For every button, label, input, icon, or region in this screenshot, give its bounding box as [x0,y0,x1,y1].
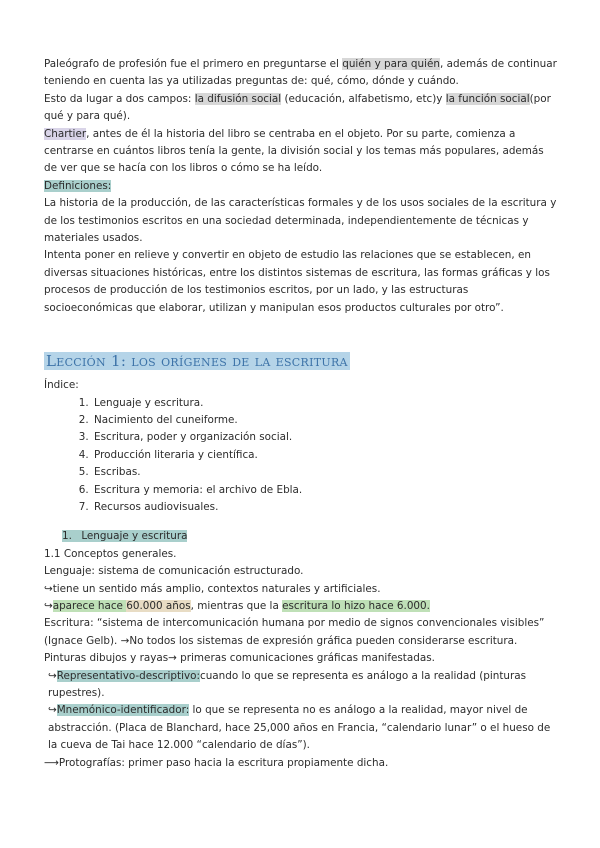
highlight-quien: quién y para quién [342,58,440,70]
index-item: 6. Escritura y memoria: el archivo de Ebla. [92,482,558,499]
index-item: 7. Recursos audiovisuales. [92,499,558,516]
definition-1: La historia de la producción, de las características formales y de los usos sociales de la escritura y de los testimonios escritos en una sociedad determinada, independientemente de técnicas y materiales usados. [44,197,557,245]
intro-paragraph-1: Paleógrafo de profesión fue el primero en preguntarse el quién y para quién, además de continuar teniendo en cuenta las ya utilizadas preguntas de: qué, cómo, dónde y cuándo. [44,58,557,88]
section-line-7: ↪Representativo-descriptivo:cuando lo que se representa es análogo a la realidad (pinturas rupestres). [48,669,527,699]
highlight-chartier: Chartier [44,127,87,140]
highlight-difusion: la difusión social [194,92,282,105]
section-line-4: ↪aparece hace 60.000 años, mientras que la escritura lo hizo hace 6.000. [44,599,430,612]
index-item: 4. Producción literaria y científica. [92,447,558,464]
definition-2: Intenta poner en relieve y convertir en objeto de estudio las relaciones que se establecen, en diversas situaciones históricas, entre los distintos sistemas de escritura, las formas gráficas y los procesos de producción de los testimonios escritos, por un lado, y las estructuras socioeconómicas que elaborar, utilizan y manipulan esos productos culturales por otro”. [44,249,550,314]
section-line-9: ⟶Protografías: primer paso hacia la escritura propiamente dicha. [44,756,389,769]
section-line-1: 1.1 Conceptos generales. [44,547,177,560]
section-heading: 1. Lenguaje y escritura [62,530,188,543]
lesson-title: Lección 1: los orígenes de la escritura [46,352,348,371]
highlight-funcion: la función social [445,92,530,105]
section-line-2: Lenguaje: sistema de comunicación estructurado. [44,565,304,578]
index-item: 5. Escribas. [92,464,558,481]
intro-paragraph-2: Esto da lugar a dos campos: la difusión social (educación, alfabetismo, etc)y la función social(por qué y para qué). [44,92,551,123]
index-label: Índice: [44,379,79,392]
index-item: 3. Escritura, poder y organización social. [92,429,558,446]
document-page [44,56,558,772]
index-item: 1. Lenguaje y escritura. [92,395,558,412]
section-line-5: Escritura: “sistema de intercomunicación humana por medio de signos convencionales visibles” (Ignace Gelb). →No todos los sistemas de expresión gráfica pueden considerarse escritura. [44,617,545,647]
intro-paragraph-3: Chartier, antes de él la historia del libro se centraba en el objeto. Por su parte, comienza a centrarse en cuántos libros tenía la gente, la división social y los temas más populares, además de ver que se hacía con los libros o cómo se ha leído. [44,127,544,175]
section-line-6: Pinturas dibujos y rayas→ primeras comunicaciones gráficas manifestadas. [44,652,435,665]
index-item: 2. Nacimiento del cuneiforme. [92,412,558,429]
section-line-3: ↪tiene un sentido más amplio, contextos naturales y artificiales. [44,582,381,595]
definitions-label: Definiciones: [44,179,112,192]
section-line-8: ↪Mnemónico-identificador: lo que se representa no es análogo a la realidad, mayor nivel de abstracción. (Placa de Blanchard, hace 25,000 años en Francia, “calendario lunar” o el hueso de la cueva de Tai hace 12.000 “calendario de días”). [48,704,551,752]
index-list [44,395,558,517]
